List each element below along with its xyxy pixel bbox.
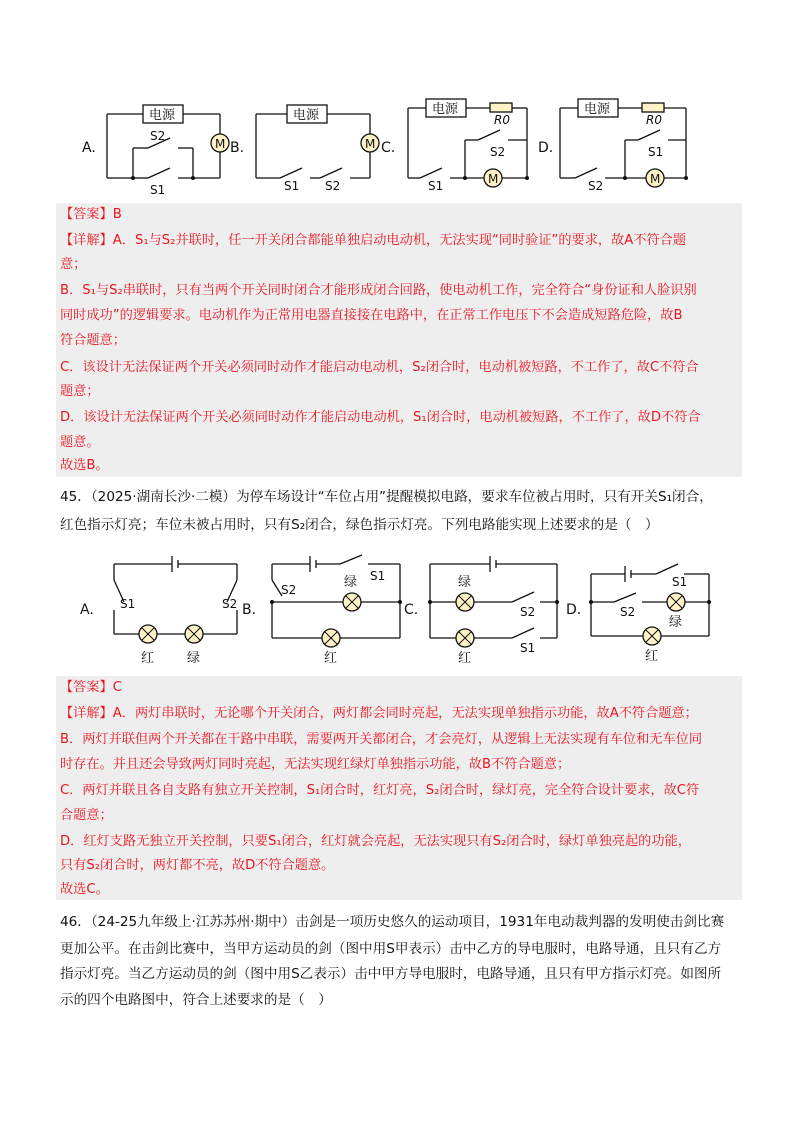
q44d-resistor <box>642 103 664 112</box>
a44-line-2: 意； <box>60 257 87 272</box>
q44d-r0-label: R0 <box>646 113 662 127</box>
q44c-r0-label: R0 <box>494 113 510 127</box>
a44-line-5: 符合题意； <box>60 333 126 348</box>
a45-line-7: 只有S₂闭合时，两灯都不亮，故D不符合题意。 <box>60 858 335 873</box>
q44d-s1-label: S1 <box>648 145 664 159</box>
q45a-green-label: 绿 <box>187 651 201 666</box>
a44-line-4: 同时成功”的逻辑要求。电动机作为正常用电器直接接在电路中，在正常工作电压下不会造成短路危险，故B <box>60 308 683 323</box>
q44c-resistor <box>490 103 512 112</box>
q45-option-d: D. <box>566 602 582 618</box>
q45c-s1-label: S1 <box>520 641 536 655</box>
a45-answer: 【答案】C <box>60 680 122 695</box>
q45d-green-label: 绿 <box>669 615 683 630</box>
q44-option-d: D. <box>538 140 554 156</box>
q45d-red-label: 红 <box>645 649 659 664</box>
q45d-s2-label: S2 <box>620 605 636 619</box>
q45-stem-2: 红色指示灯亮；车位未被占用时，只有S₂闭合，绿色指示灯亮。下列电路能实现上述要求的是（ ） <box>60 517 659 533</box>
a44-line-3: B．S₁与S₂串联时，只有当两个开关同时闭合才能形成闭合回路，使电动机工作，完全符合“身份证和人脸识别 <box>60 283 697 298</box>
q44a-s2-label: S2 <box>150 129 166 143</box>
a44-line-8: D．该设计无法保证两个开关必须同时动作才能启动电动机，S₁闭合时，电动机被短路，不工作了，故D不符合 <box>60 410 701 425</box>
q45a-s1-label: S1 <box>120 597 136 611</box>
q44d-power-label: 电源 <box>584 102 611 117</box>
q45b-green-label: 绿 <box>344 575 358 590</box>
q44b-motor-label: M <box>365 137 376 151</box>
q44c-s1-label: S1 <box>428 179 444 193</box>
q45b-red-label: 红 <box>324 651 338 666</box>
q45-option-a: A. <box>80 602 94 618</box>
q46-line-4: 示的四个电路图中，符合上述要求的是（ ） <box>60 992 332 1008</box>
q45a-red-label: 红 <box>141 651 155 666</box>
a45-line-3: 时存在。并且还会导致两灯同时亮起，无法实现红绿灯单独指示功能，故B不符合题意； <box>60 757 571 772</box>
q45b-s2-label: S2 <box>281 583 297 597</box>
q45-option-b: B. <box>242 602 257 618</box>
q45-stem-1: 45．（2025·湖南长沙·二模）为停车场设计“车位占用”提醒模拟电路，要求车位被占用时，只有开关S₁闭合， <box>60 489 713 505</box>
q44a-s1-label: S1 <box>150 183 166 197</box>
a44-answer: 【答案】B <box>60 207 122 222</box>
q44c-power-label: 电源 <box>432 102 459 117</box>
q45d-s1-label: S1 <box>672 575 688 589</box>
q44a-motor-label: M <box>215 137 226 151</box>
a44-line-6: C．该设计无法保证两个开关必须同时动作才能启动电动机，S₂闭合时，电动机被短路，不工作了，故C不符合 <box>60 360 699 375</box>
a45-line-1: 【详解】A．两灯串联时，无论哪个开关闭合，两灯都会同时亮起，无法实现单独指示功能，故A不符合题意； <box>60 706 698 721</box>
q44b-s2-label: S2 <box>325 179 341 193</box>
a44-line-1: 【详解】A．S₁与S₂并联时，任一开关闭合都能单独启动电动机，无法实现“同时验证”的要求，故A不符合题 <box>60 233 687 248</box>
q44-option-a: A. <box>82 140 96 156</box>
q44-circuits <box>0 90 800 200</box>
a44-line-7: 题意； <box>60 384 100 399</box>
q44b-power-label: 电源 <box>293 108 320 123</box>
q44-option-b: B. <box>230 140 245 156</box>
q44b-s1-label: S1 <box>284 179 300 193</box>
q44c-motor-label: M <box>488 172 499 186</box>
q45c-s2-label: S2 <box>520 605 536 619</box>
q44-option-c: C. <box>381 140 396 156</box>
q45c-green-label: 绿 <box>458 575 472 590</box>
a45-line-2: B．两灯并联但两个开关都在干路中串联，需要两开关都闭合，才会亮灯，从逻辑上无法实现有车位和无车位同 <box>60 732 703 747</box>
q44a-power-label: 电源 <box>149 108 176 123</box>
a45-line-5: 合题意； <box>60 808 113 823</box>
a45-line-6: D．红灯支路无独立开关控制，只要S₁闭合，红灯就会亮起，无法实现只有S₂闭合时，绿灯单独亮起的功能， <box>60 834 691 849</box>
q45-circuits <box>0 550 800 670</box>
q44c-s2-label: S2 <box>490 145 506 159</box>
a44-line-9: 题意。 <box>60 435 100 450</box>
a45-line-8: 故选C。 <box>60 882 109 897</box>
q46-line-1: 46．（24-25九年级上·江苏苏州·期中）击剑是一项历史悠久的运动项目，1931年电动裁判器的发明使击剑比赛 <box>60 914 725 930</box>
a44-line-10: 故选B。 <box>60 458 109 473</box>
q46-line-2: 更加公平。在击剑比赛中，当甲方运动员的剑（图中用S甲表示）击中乙方的导电服时，电路导通，且只有乙方 <box>60 941 722 957</box>
q46-line-3: 指示灯亮。当乙方运动员的剑（图中用S乙表示）击中甲方导电服时，电路导通，且只有甲方指示灯亮。如图所 <box>60 966 722 982</box>
q45-option-c: C. <box>404 602 419 618</box>
q44d-motor-label: M <box>650 172 661 186</box>
a45-line-4: C．两灯并联且各自支路有独立开关控制，S₁闭合时，红灯亮，S₂闭合时，绿灯亮，完全符合设计要求，故C符 <box>60 783 700 798</box>
q45a-s2-label: S2 <box>222 597 238 611</box>
q45c-red-label: 红 <box>458 651 472 666</box>
q44d-s2-label: S2 <box>588 179 604 193</box>
q45b-s1-label: S1 <box>370 569 386 583</box>
